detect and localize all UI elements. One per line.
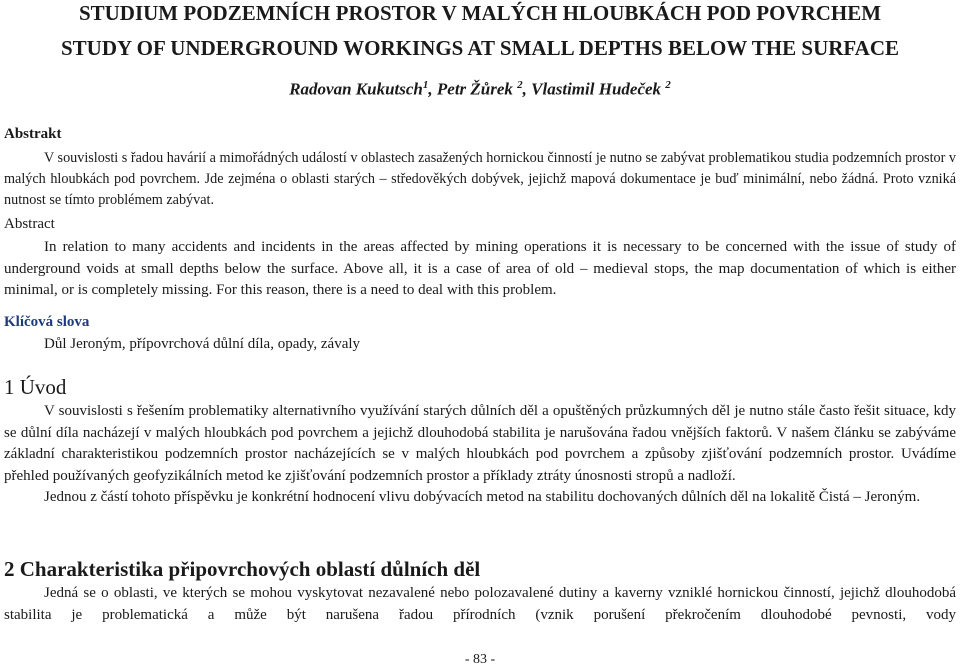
keywords-text: Důl Jeroným, přípovrchová důlní díla, opady, závaly <box>44 336 361 352</box>
abstract-cz-text: V souvislosti s řadou havárií a mimořádných událostí v oblastech zasažených hornickou činností je nutno se zabývat problematikou studia podzemních prostor v malých hloubkách pod povrchem. Jde zejména o oblasti starých – středověkých dobývek, jejichž mapová dokumentace je buď minimální, nebo žádná. Proto vzniká nutnost se tímto problémem zabývat. <box>4 150 956 208</box>
authors-line <box>0 79 960 100</box>
section-1-body <box>4 401 956 509</box>
abstract-en-heading: Abstract <box>4 216 55 232</box>
author-3: , Vlastimil Hudeček <box>522 79 662 99</box>
keywords-heading: Klíčová slova <box>4 314 90 330</box>
abstract-en-text: In relation to many accidents and incidents in the areas affected by mining operations it is necessary to be concerned with the issue of study of underground voids at small depths below the surface. Above all, it is a case of area of old – medieval stops, the map documentation of which is either minimal, or is completely missing. For this reason, there is a need to deal with this problem. <box>4 239 956 298</box>
affiliation-mark-3: 2 <box>665 79 671 91</box>
section-2-paragraph-1: Jedná se o oblasti, ve kterých se mohou vyskytovat nezavalené nebo polozavalené dutiny a kaverny vzniklé hornickou činností, jejichž dlouhodobá stabilita je problematická a může být narušena řadou přírodních (vznik porušení překročením dlouhodobé pevnosti, vody <box>4 585 956 623</box>
section-2-body <box>4 583 956 626</box>
abstract-cz-heading: Abstrakt <box>4 126 62 142</box>
author-1: Radovan Kukutsch <box>289 79 423 99</box>
affiliation-mark-2: 2 <box>517 79 523 91</box>
section-1-paragraph-2: Jednou z částí tohoto příspěvku je konkrétní hodnocení vlivu dobývacích metod na stabilitu dochovaných důlních děl na lokalitě Čistá – Jeroným. <box>44 489 921 505</box>
title-english: STUDY OF UNDERGROUND WORKINGS AT SMALL DEPTHS BELOW THE SURFACE <box>60 36 900 60</box>
affiliation-mark-1: 1 <box>422 79 429 91</box>
title-czech: STUDIUM PODZEMNÍCH PROSTOR V MALÝCH HLOUBKÁCH POD POVRCHEM <box>78 1 882 25</box>
author-2: , Petr Žůrek <box>428 79 513 99</box>
page-number: - 83 - <box>464 652 496 667</box>
section-1-paragraph-1: V souvislosti s řešením problematiky alternativního využívání starých důlních děl a opuštěných průzkumných děl je nutno stále často řešit situace, kdy se důlní díla nacházejí v malých hloubkách pod povrchem a jejichž dlouhodobá stabilita je narušována řadou vnějších faktorů. V našem článku se zabýváme základní charakteristikou podzemních prostor nacházejících se v malých hloubkách pod povrchem a způsoby zjišťování podzemních prostor. Uvádíme přehled používaných geofyzikálních metod ke zjišťování podzemních prostor a příklady ztráty únosnosti stropů a nadloží. <box>4 403 956 484</box>
section-2-heading: 2 Charakteristika připovrchových oblastí důlních děl <box>4 557 481 581</box>
abstract-en <box>4 237 956 302</box>
abstract-cz <box>4 148 956 211</box>
section-1-heading: 1 Úvod <box>4 375 67 399</box>
